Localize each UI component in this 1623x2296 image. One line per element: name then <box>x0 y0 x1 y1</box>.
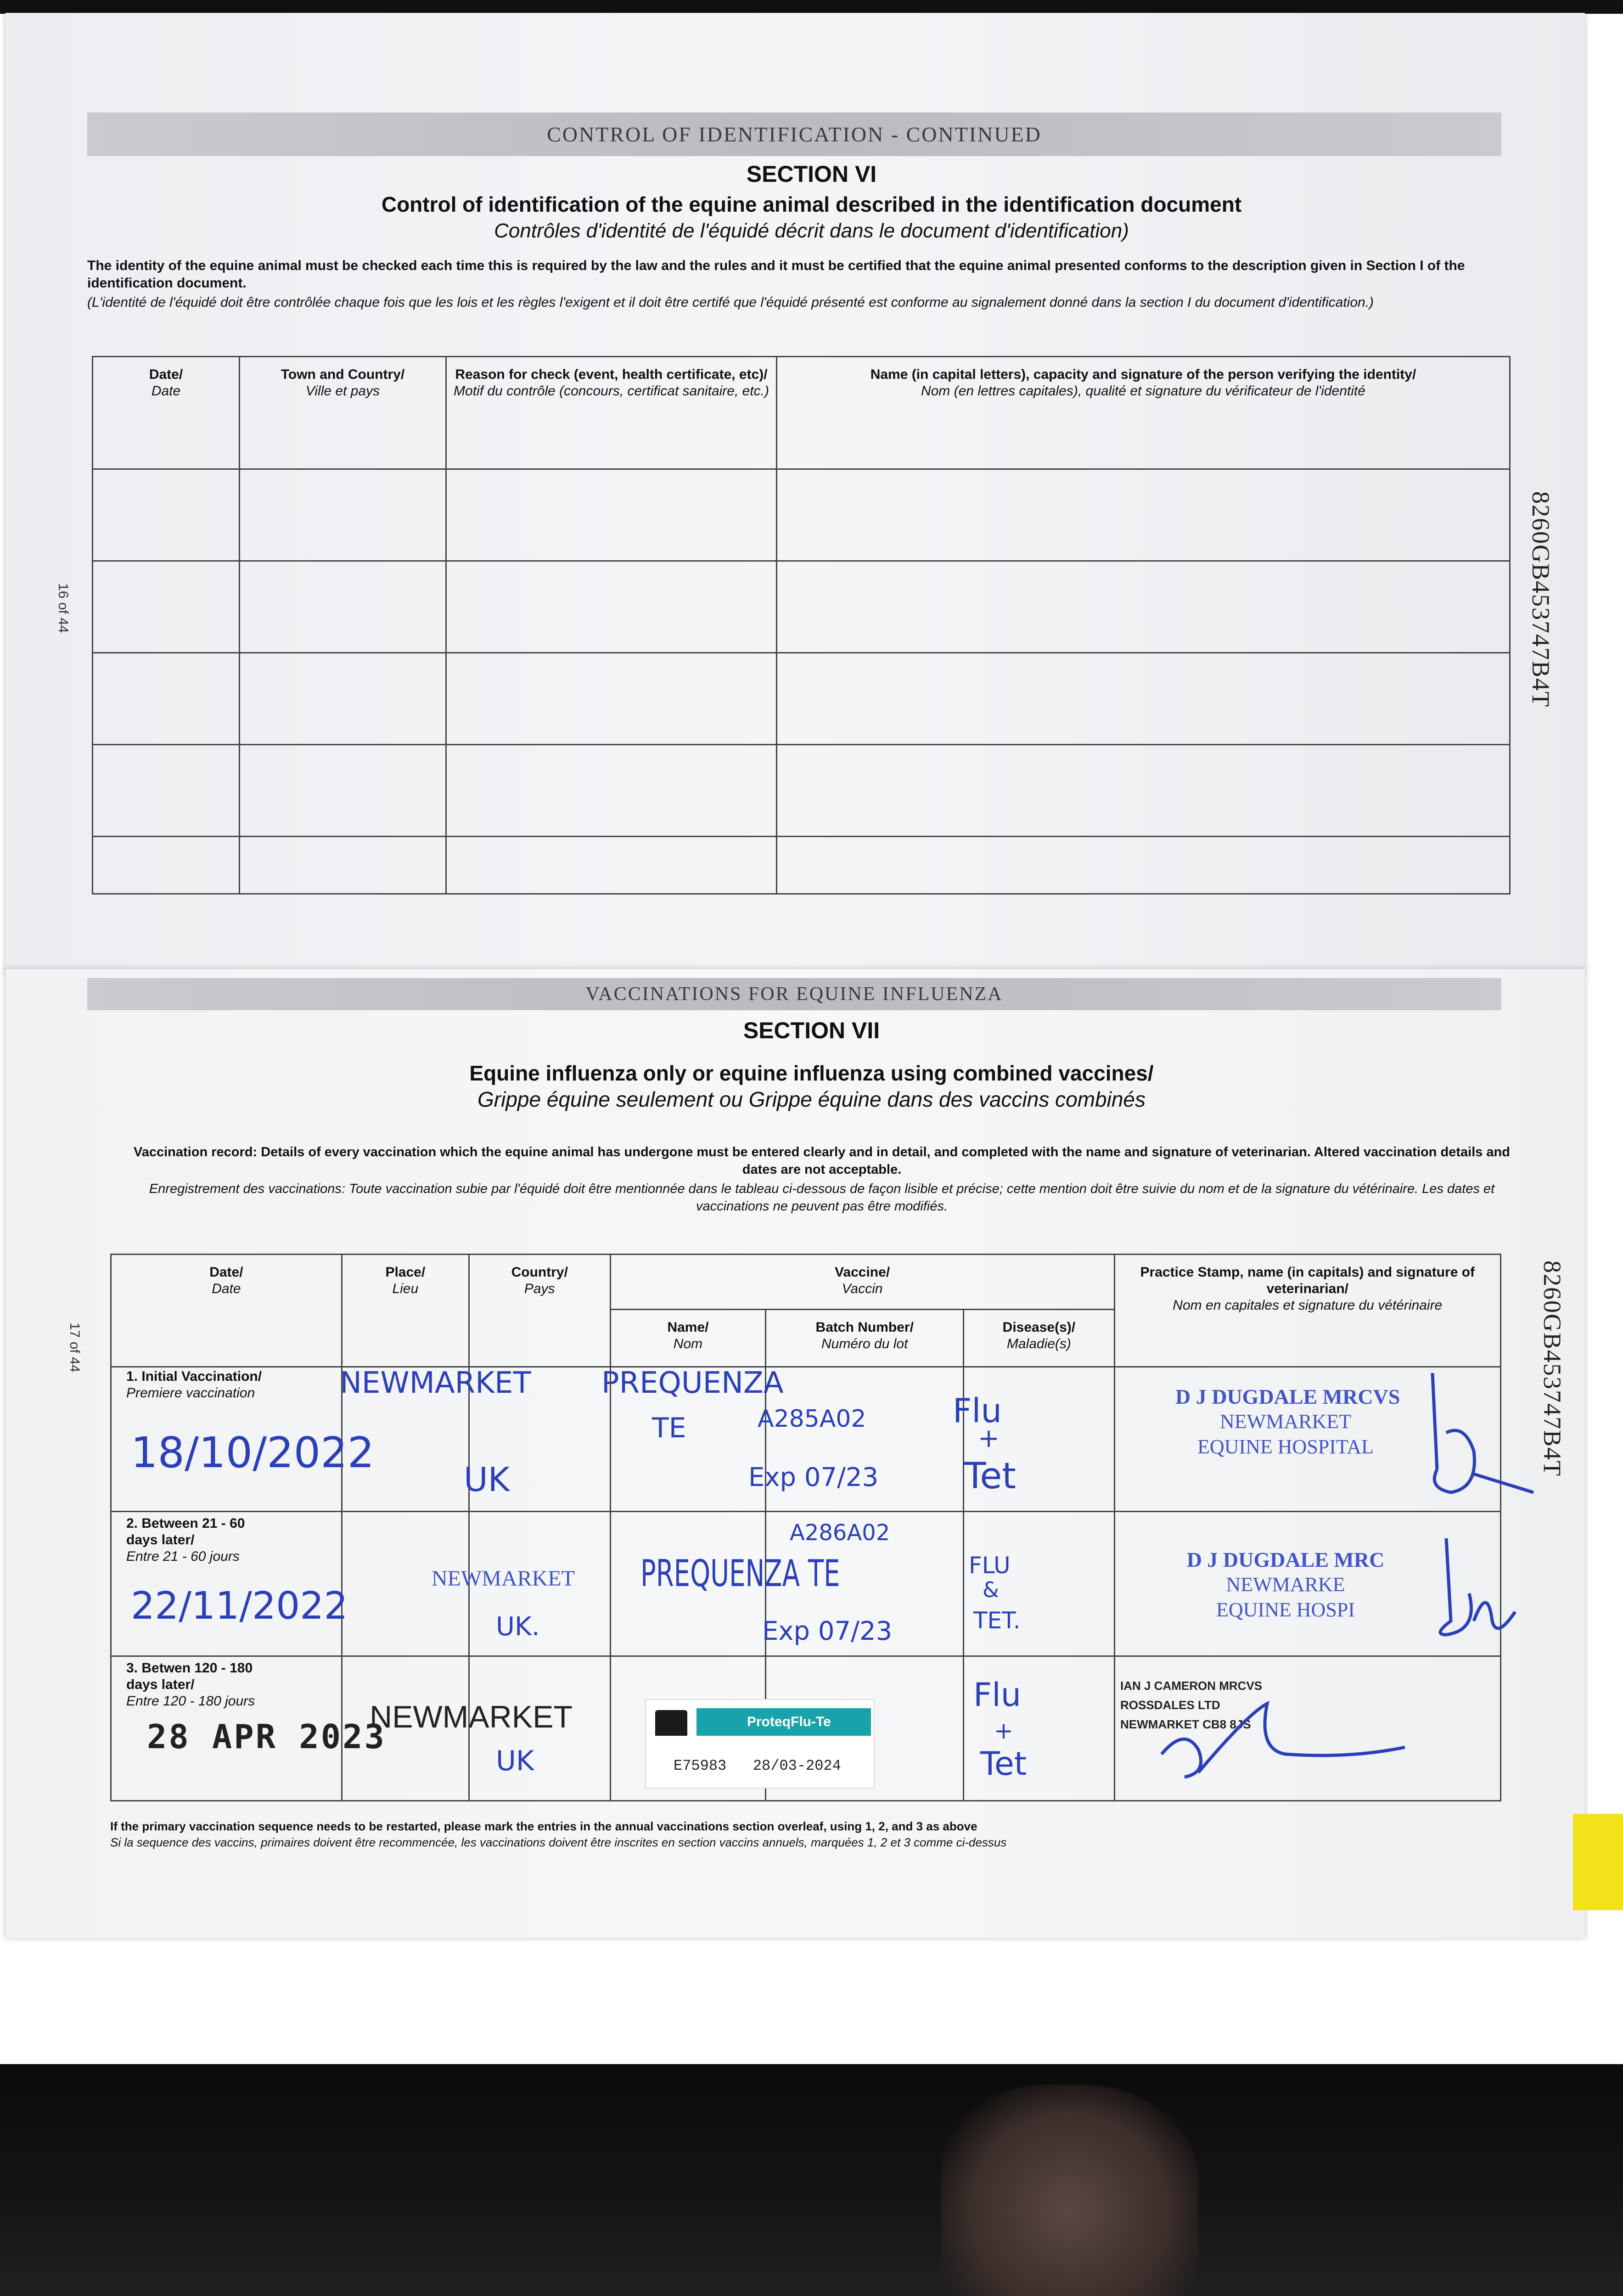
table-row <box>93 653 1510 745</box>
row1-vaccine-line1: PREQUENZA <box>601 1366 784 1400</box>
row1-stamp-line2: NEWMARKET <box>1220 1410 1351 1433</box>
row1-disease-3: Tet <box>964 1456 1016 1497</box>
col-town-country: Town and Country/ Ville et pays <box>240 357 446 469</box>
footnote-en: If the primary vaccination sequence needs to be restarted, please mark the entries in the annual vaccinations section overleaf, using 1, 2, and 3 as above <box>110 1819 977 1833</box>
finger-shadow <box>941 2085 1198 2296</box>
col-vacc-date: Date/ Date <box>111 1255 342 1367</box>
identification-check-table <box>92 356 1511 895</box>
row3-date-stamp: 28 APR 2023 <box>147 1717 386 1756</box>
row3-disease-1: Flu <box>973 1676 1022 1714</box>
section-vii-title-fr: Grippe équine seulement ou Grippe équine dans des vaccins combinés <box>477 1087 1146 1111</box>
row1-vaccine-line2: TE <box>652 1412 686 1444</box>
section-vii-title: SECTION VII <box>743 1018 880 1043</box>
row3-label: 3. Betwen 120 - 180 days later/ Entre 120 - 180 jours <box>126 1660 255 1709</box>
row2-stamp-line1: D J DUGDALE MRC <box>1186 1548 1385 1571</box>
row2-expiry: Exp 07/23 <box>762 1616 893 1646</box>
row3-stamp-line3: NEWMARKET CB8 8JS <box>1120 1717 1251 1731</box>
row1-country: UK <box>464 1460 510 1499</box>
row2-country: UK. <box>496 1612 540 1642</box>
row2-vaccine: PREQUENZA TE <box>640 1552 840 1595</box>
section-vi-intro-en: The identity of the equine animal must be checked each time this is required by the law and the rules and it must be certified that the equine animal presented conforms to the description given in Section I of the identification document. <box>87 258 1465 291</box>
col-vacc-place: Place/ Lieu <box>342 1255 469 1367</box>
table-row <box>93 837 1510 894</box>
footnote-fr: Si la sequence des vaccins, primaires doivent être recommencée, les vaccinations doivent être inscrites en section vaccins annuels, marquées 1, 2 et 3 comme ci-dessus <box>110 1835 1007 1849</box>
table-row <box>93 469 1510 561</box>
row2-signature <box>1419 1529 1538 1644</box>
section-vi-title-fr: Contrôles d'identité de l'équidé décrit dans le document d'identification) <box>494 219 1129 242</box>
scanner-edge <box>0 0 1623 14</box>
section-vi-banner: CONTROL OF IDENTIFICATION - CONTINUED <box>87 113 1501 156</box>
sticker-expiry: 28/03-2024 <box>753 1757 841 1774</box>
side-passport-id-bottom: 8260GB453747B4T <box>1539 1261 1566 1477</box>
row2-stamp-line2: NEWMARKE <box>1226 1573 1345 1596</box>
row1-disease-1: Flu <box>953 1391 1002 1430</box>
row3-disease-2: + <box>994 1717 1013 1744</box>
section-vii-title-en: Equine influenza only or equine influenza using combined vaccines/ <box>469 1061 1154 1085</box>
page-number-17: 17 of 44 <box>67 1322 82 1373</box>
section-vi-intro-fr: (L'identité de l'équidé doit être contrôlée chaque fois que les lois et les règles l'exigent et il doit être certifé que l'équidé présenté est conforme au signalement donné dans la section I du document d'identification.) <box>87 295 1374 310</box>
row2-disease-2: & <box>983 1577 999 1602</box>
col-vacc-country: Country/ Pays <box>469 1255 610 1367</box>
row1-expiry: Exp 07/23 <box>748 1463 879 1492</box>
row3-stamp-line1: IAN J CAMERON MRCVS <box>1120 1679 1263 1693</box>
vaccination-record-en: Vaccination record: Details of every vaccination which the equine animal has undergone must be entered clearly and in detail, and completed with the name and signature of veterinarian. Altered vaccination details and dates are not acceptable. <box>134 1145 1510 1177</box>
row3-country: UK <box>496 1745 534 1777</box>
row2-stamp-line3: EQUINE HOSPI <box>1216 1598 1355 1621</box>
col-vaccine-name: Name/ Nom <box>610 1310 766 1367</box>
row2-disease-1: FLU <box>969 1552 1011 1579</box>
section-vi-title-en: Control of identification of the equine animal described in the identification document <box>381 192 1242 216</box>
vaccination-record-fr: Enregistrement des vaccinations: Toute vaccination subie par l'équidé doit être mentionnée dans le tableau ci-dessous de façon lisible et précise; cette mention doit être suivie du nom et de la signature du vétérinaire. Les dates et vaccinations ne peuvent pas être modifiés. <box>149 1182 1495 1214</box>
col-practice-stamp: Practice Stamp, name (in capitals) and signature of veterinarian/ Nom en capitales et signature du vétérinaire <box>1114 1255 1500 1367</box>
page-number-16: 16 of 44 <box>56 583 71 633</box>
proteq-logo-icon <box>655 1710 687 1736</box>
col-date: Date/ Date <box>93 357 240 469</box>
col-batch-number: Batch Number/ Numéro du lot <box>766 1310 964 1367</box>
row1-batch: A285A02 <box>758 1405 866 1433</box>
col-vaccine: Vaccine/ Vaccin <box>610 1255 1114 1310</box>
yellow-page-tab <box>1573 1814 1623 1910</box>
row1-place: NEWMARKET <box>340 1366 531 1400</box>
scan-background <box>0 2064 1623 2296</box>
row2-disease-3: TET. <box>973 1607 1021 1634</box>
row1-disease-2: + <box>978 1424 1000 1453</box>
row1-label: 1. Initial Vaccination/ Premiere vaccination <box>126 1369 262 1401</box>
row3-signature <box>1157 1685 1414 1786</box>
sticker-brand: ProteqFlu-Te <box>696 1708 871 1736</box>
row1-signature <box>1419 1355 1538 1511</box>
row1-date: 18/10/2022 <box>131 1428 375 1477</box>
sticker-batch-expiry <box>674 1757 841 1774</box>
row3-disease-3: Tet <box>980 1745 1027 1783</box>
row2-batch: A286A02 <box>790 1520 890 1546</box>
row3-place: NEWMARKET <box>370 1699 573 1734</box>
col-reason: Reason for check (event, health certificate, etc)/ Motif du contrôle (concours, certificat sanitaire, etc.) <box>446 357 777 469</box>
row1-stamp-line1: D J DUGDALE MRCVS <box>1175 1385 1400 1408</box>
row1-stamp-line3: EQUINE HOSPITAL <box>1197 1435 1374 1458</box>
row3-vaccine-sticker <box>645 1699 875 1789</box>
sticker-batch: E75983 <box>674 1757 727 1774</box>
section-vi-title: SECTION VI <box>746 161 877 187</box>
row2-place: NEWMARKET <box>432 1566 575 1591</box>
row2-label: 2. Between 21 - 60 days later/ Entre 21 - 60 jours <box>126 1516 245 1564</box>
row2-date: 22/11/2022 <box>131 1584 348 1628</box>
table-row <box>93 745 1510 837</box>
row3-stamp-line2: ROSSDALES LTD <box>1120 1698 1220 1712</box>
table-row <box>93 561 1510 653</box>
col-disease: Disease(s)/ Maladie(s) <box>964 1310 1114 1367</box>
col-verifier: Name (in capital letters), capacity and signature of the person verifying the identity/ Nom (en lettres capitales), qualité et signature du vérificateur de l'identité <box>777 357 1510 469</box>
side-passport-id-top: 8260GB453747B4T <box>1527 491 1555 708</box>
section-vii-banner: VACCINATIONS FOR EQUINE INFLUENZA <box>87 978 1501 1010</box>
